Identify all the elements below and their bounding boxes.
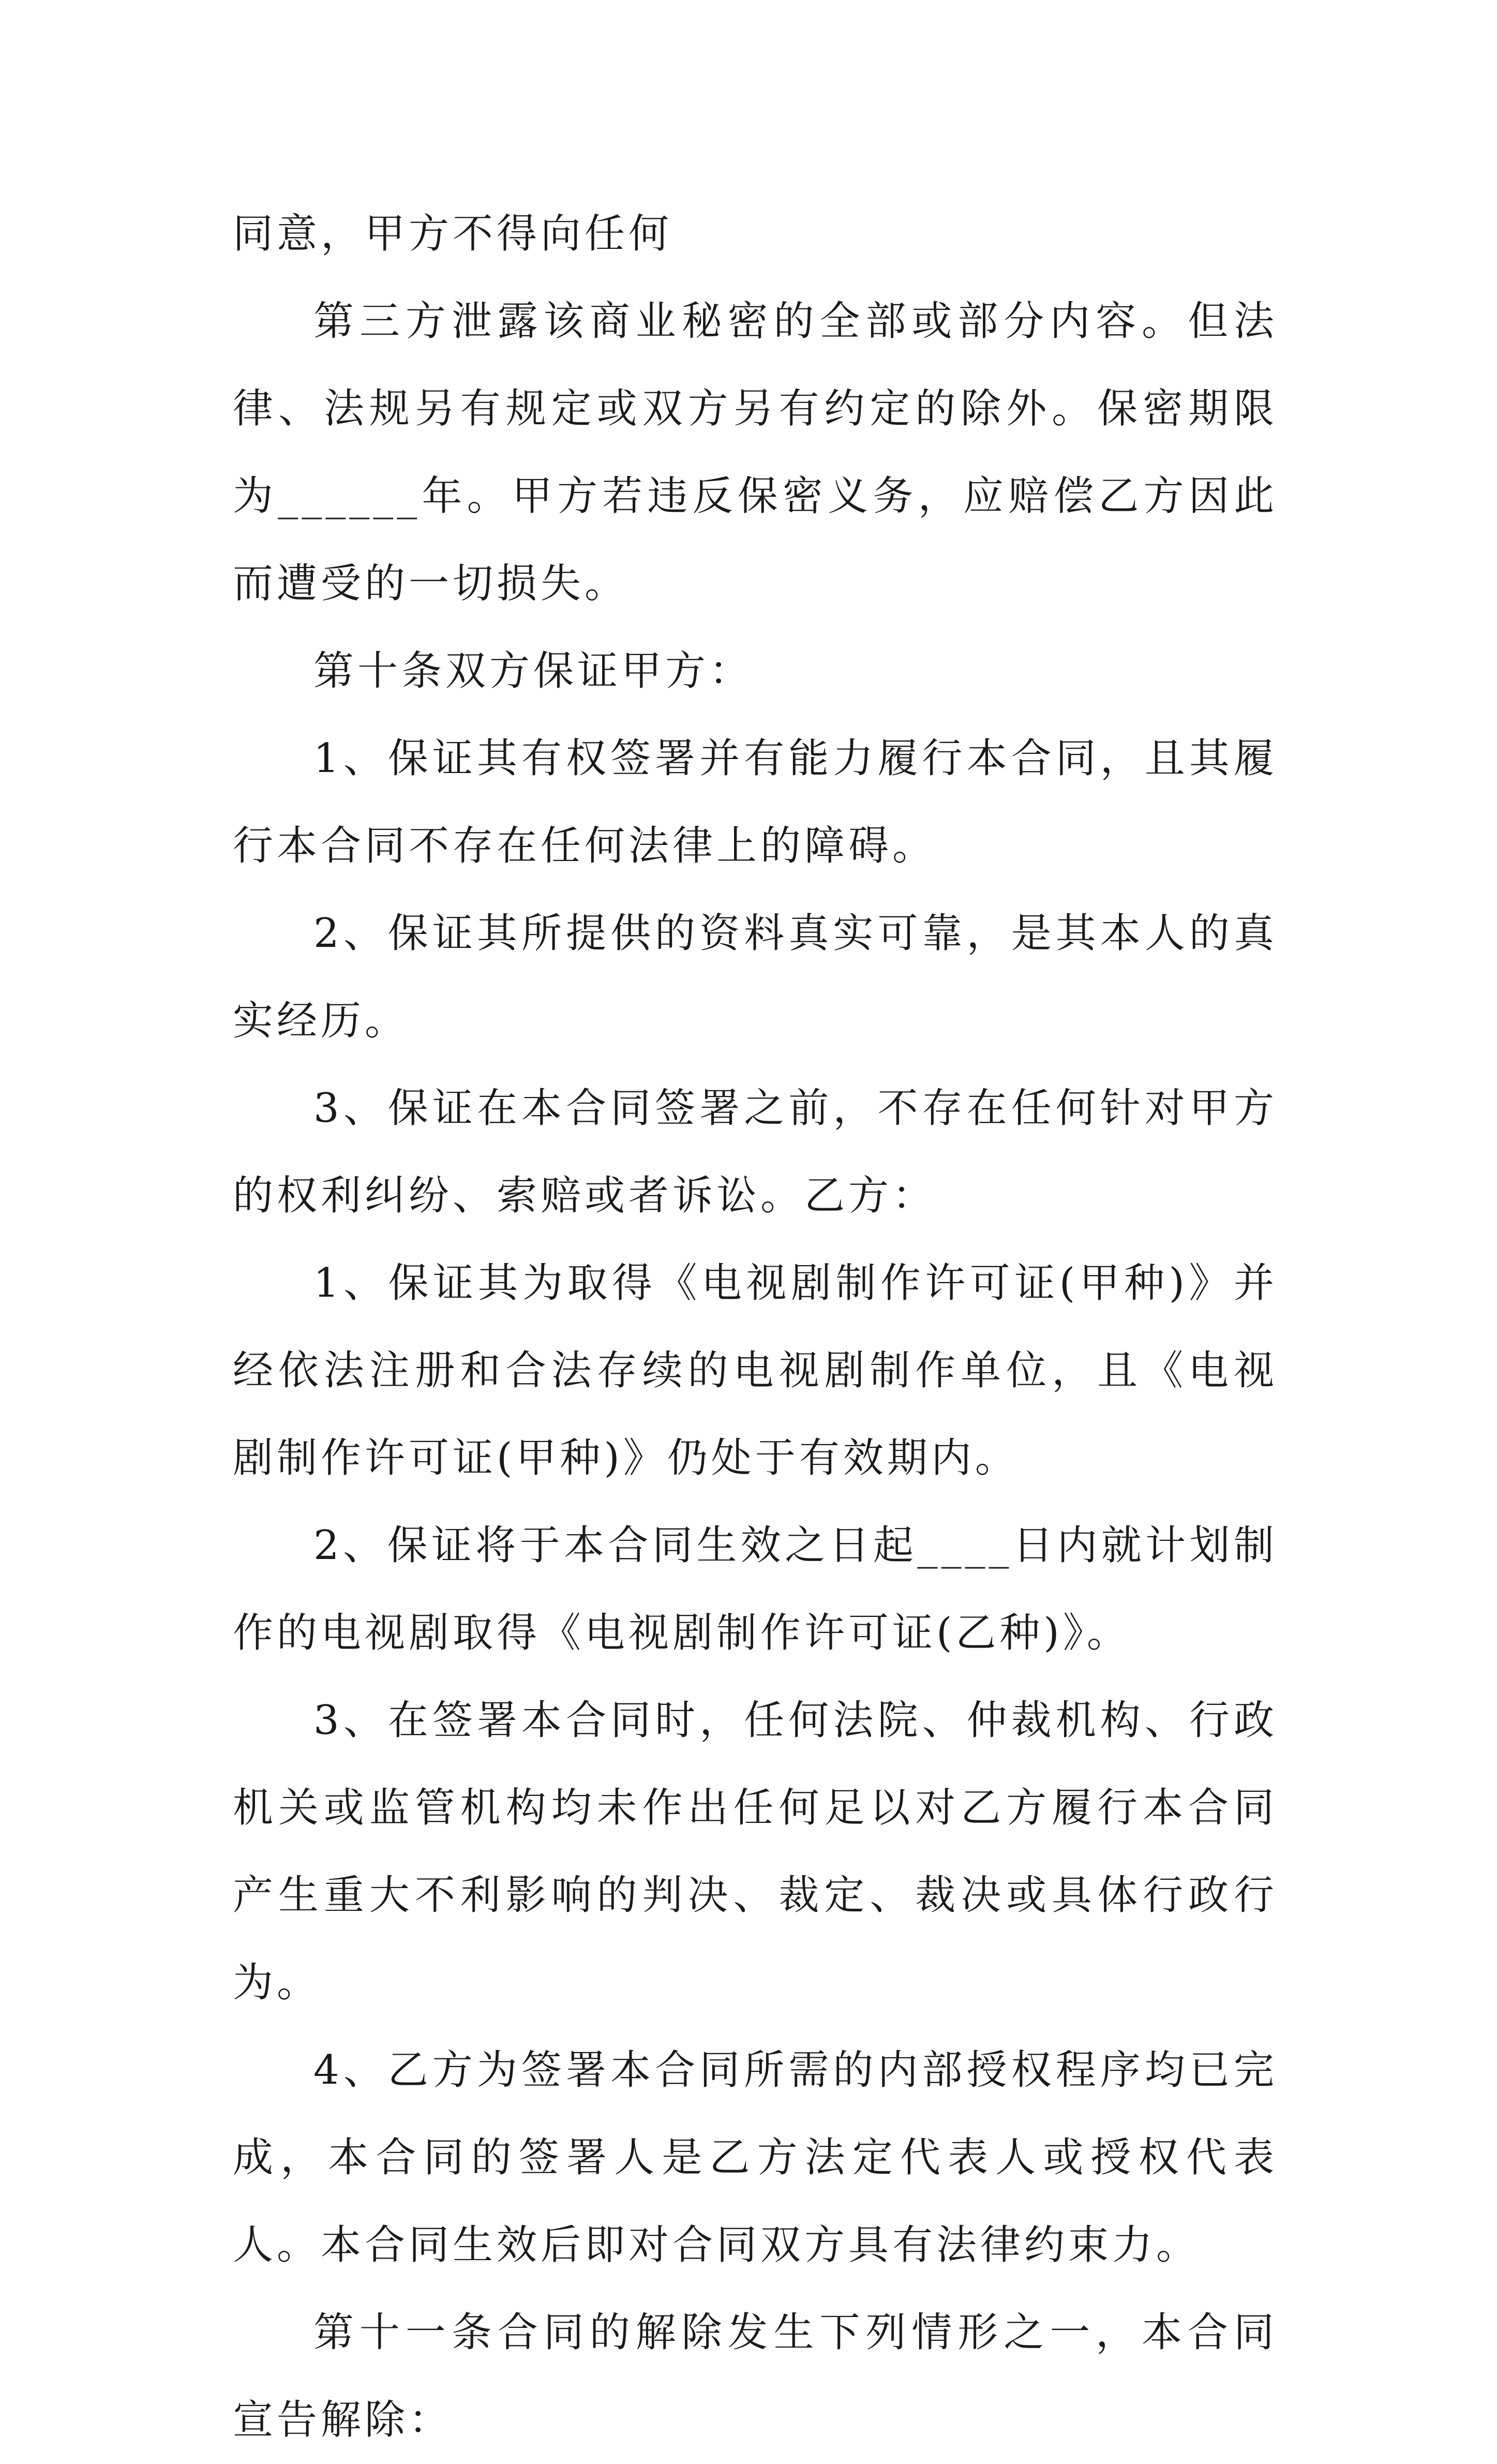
party-a-guarantee-1: 1、保证其有权签署并有能力履行本合同，且其履行本合同不存在任何法律上的障碍。 bbox=[233, 735, 1278, 869]
article-10-heading: 第十条双方保证甲方： bbox=[313, 648, 754, 694]
party-a-guarantee-2: 2、保证其所提供的资料真实可靠，是其本人的真实经历。 bbox=[233, 910, 1278, 1044]
party-b-guarantee-1: 1、保证其为取得《电视剧制作许可证(甲种)》并经依法注册和合法存续的电视剧制作单位，且《电视剧制作许可证(甲种)》仍处于有效期内。 bbox=[233, 1260, 1278, 1481]
article-11-heading: 第十一条合同的解除发生下列情形之一，本合同宣告解除： bbox=[233, 2309, 1278, 2443]
party-b-guarantee-3: 3、在签署本合同时，任何法院、仲裁机构、行政机关或监管机构均未作出任何足以对乙方履行本合同产生重大不利影响的判决、裁定、裁决或具体行政行为。 bbox=[233, 1697, 1278, 2006]
paragraph-confidentiality: 第三方泄露该商业秘密的全部或部分内容。但法律、法规另有规定或双方另有约定的除外。保密期限为______年。甲方若违反保密义务，应赔偿乙方因此而遭受的一切损失。 bbox=[233, 298, 1278, 607]
party-b-guarantee-2: 2、保证将于本合同生效之日起____日内就计划制作的电视剧取得《电视剧制作许可证(乙种)》。 bbox=[233, 1522, 1278, 1656]
party-b-guarantee-4: 4、乙方为签署本合同所需的内部授权程序均已完成，本合同的签署人是乙方法定代表人或授权代表人。本合同生效后即对合同双方具有法律约束力。 bbox=[233, 2047, 1278, 2268]
party-a-guarantee-3: 3、保证在本合同签署之前，不存在任何针对甲方的权利纠纷、索赔或者诉讼。乙方： bbox=[233, 1085, 1278, 1219]
paragraph-continuation: 同意，甲方不得向任何 bbox=[233, 211, 673, 257]
document-body bbox=[233, 190, 1278, 2464]
